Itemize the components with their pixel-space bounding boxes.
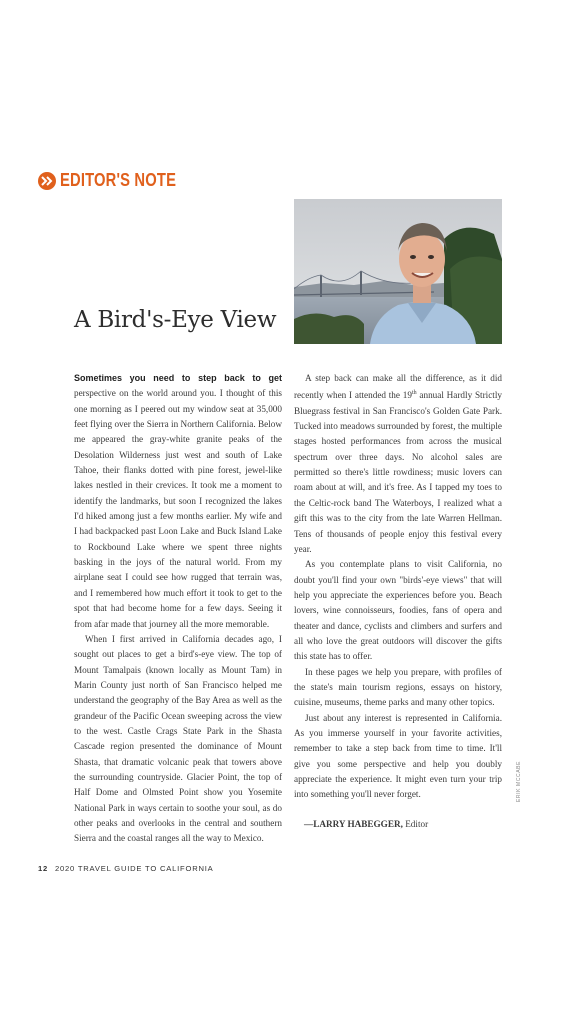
signature-name: —LARRY HABEGGER, <box>304 818 403 829</box>
editor-photo <box>294 199 502 344</box>
paragraph-1-text: perspective on the world around you. I thought of this one morning as I peered out my window seat at 35,000 feet flying over the Sierra in Northern California. Below me appeared the gray-white granite peaks of the Desolation Wilderness just west and south of Lake Tahoe, their flanks dotted with pine forest, jewel-like lakes nestled in their crevices. It took me a moment to identify the landmarks, but soon I recognized the lakes I'd hiked among just a few months earlier. My wife and I had backpacked past Loon Lake and Buck Island Lake to Rockbound Lake where we spent three nights basking in the joys of the natural world. From my airplane seat I could see how rugged that terrain was, and I remembered how much effort it took to get to the spot that had become home for a few days. Seeing it from afar made that journey all the more memorable. <box>74 388 282 629</box>
article-title: A Bird's-Eye View <box>74 307 277 334</box>
photo-credit: ERIK MCCABE <box>516 760 522 802</box>
paragraph-1 <box>74 371 282 632</box>
page-footer <box>38 864 214 873</box>
ordinal-suffix: th <box>411 390 417 397</box>
article-column-right <box>294 371 502 832</box>
paragraph-3-part-a: A step back can make all the difference, as it did recently when I attended the 19 <box>294 373 502 401</box>
article-column-left <box>74 371 282 847</box>
signature <box>294 817 502 832</box>
lead-in: Sometimes you need to step back to get <box>74 373 282 383</box>
paragraph-3-part-b: annual Hardly Strictly Bluegrass festival in San Francisco's Golden Gate Park. Tucked into meadows surrounded by forest, the multiple stages hosted performances from across the musical spectrum over three days. No alcohol sales are permitted so there's little rowdiness; music lovers can roam about at will, and it's free. As I tapped my toes to the Celtic-rock band The Waterboys, I realized what a gift this was to the city from the late Warren Hellman. Tens of thousands of people enjoy this festival every year. <box>294 390 502 554</box>
paragraph-2: When I first arrived in California decades ago, I sought out places to get a bird's-eye view. The top of Mount Tamalpais (known locally as Mount Tam) in Marin County just north of San Francisco helped me understand the geography of the Bay Area as well as the grandeur of the Pacific Ocean sweeping across the view to the west. Castle Crags State Park in the Shasta Cascade region presented the dominance of Mount Shasta, that dramatic volcanic peak that towers above the surrounding countryside. Glacier Point, the top of Half Dome and Olmsted Point show you Yosemite National Park in ways certain to soothe your soul, as do other peaks and overlooks in the central and southern Sierra and the coastal ranges all the way to Mexico. <box>74 633 282 844</box>
section-header <box>38 170 202 191</box>
page-number: 12 <box>38 864 49 873</box>
paragraph-5: In these pages we help you prepare, with profiles of the state's main tourism regions, essays on history, cuisine, museums, theme parks and many other topics. <box>294 666 502 708</box>
section-title: EDITOR'S NOTE <box>60 170 177 190</box>
paragraph-4: As you contemplate plans to visit California, no doubt you'll find your own "birds'-eye views" that will help you appreciate the experiences before you. Beach lovers, wine connoisseurs, foodies, fans of opera and theater and dance, cyclists and climbers and surfers and all who love the great outdoors will discover the gifts this state has to offer. <box>294 559 502 662</box>
paragraph-3 <box>294 371 502 557</box>
publication-name: 2020 TRAVEL GUIDE TO CALIFORNIA <box>54 864 214 873</box>
chevron-right-double-icon <box>38 172 56 190</box>
paragraph-6: Just about any interest is represented in California. As you immerse yourself in your favorite activities, remember to take a step back from time to time. It'll give you some perspective and help you doubly appreciate the experience. It might even turn your trip into something you'll never forget. <box>294 712 502 800</box>
signature-role: Editor <box>402 818 429 829</box>
